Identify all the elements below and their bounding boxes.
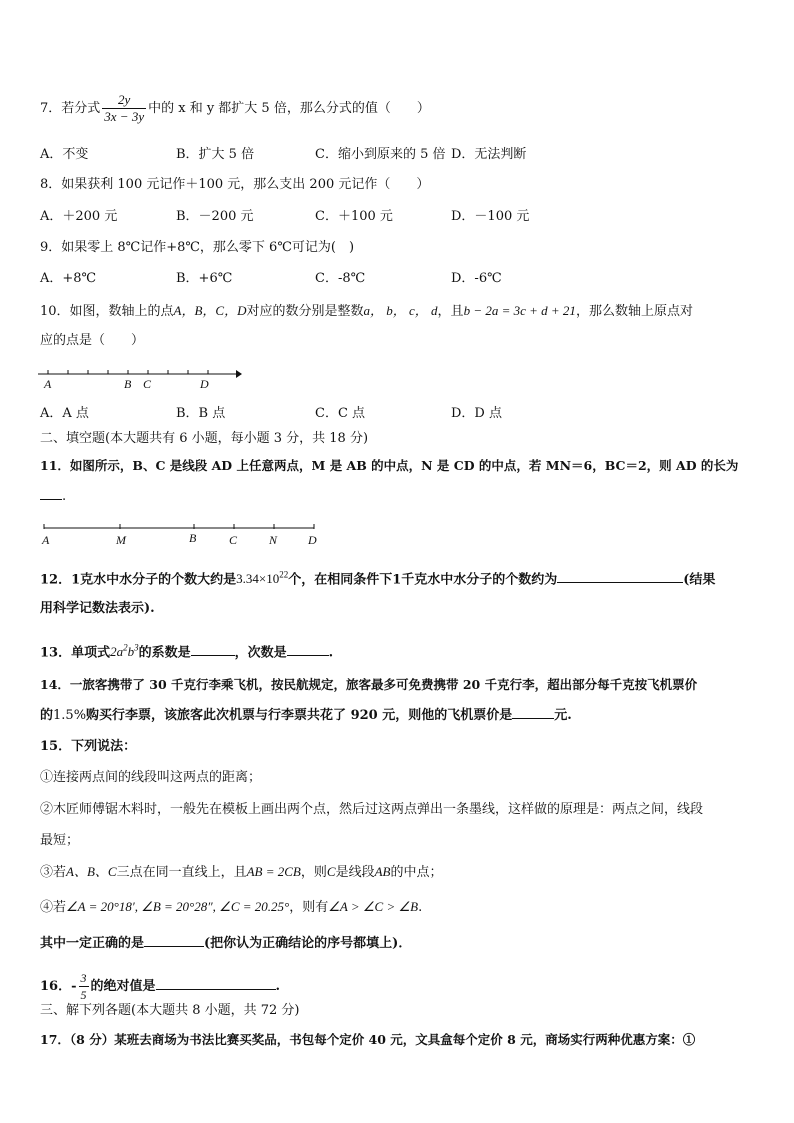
axis-label-c: C [143,377,152,391]
q8-option-c: C．＋100 元 [315,209,393,224]
q13-mono-b-exp: 3 [134,643,139,653]
q10-text-c: ，且 [437,304,464,319]
segment-figure [38,522,328,550]
q15-i3-a: ③若 [40,865,67,880]
q12-prefix: 12．1克水中水分子的个数大约是 [40,572,237,588]
q9-option-b: B．+6℃ [176,271,233,286]
number-line-ticks [48,370,208,374]
question-17 [40,1031,695,1049]
q16-numerator: 3 [80,971,87,985]
q15-item-3 [40,863,442,882]
q13-degree-blank[interactable] [287,643,329,656]
q13-coefficient-blank[interactable] [191,643,235,656]
question-14-line2 [40,706,572,725]
seg-label-n: N [269,533,278,547]
q13-mono-a: 2a [110,644,124,660]
question-7 [40,92,430,125]
q9-option-c: C．-8℃ [315,271,366,286]
question-13 [40,639,333,662]
q13-end: . [328,645,334,661]
q12-sci-base: 3.34×10 [236,571,280,587]
q17-circle-marker: ① [682,1032,696,1047]
q13-prefix: 13．单项式 [40,645,111,661]
q15-i4-inequality: ∠A > ∠C > ∠B [328,899,419,914]
q11-period: . [62,489,67,504]
q14-end: 元. [554,708,572,723]
q12-answer-blank[interactable] [557,570,683,583]
axis-label-d: D [200,377,209,391]
q15-answer-blank[interactable] [144,934,204,947]
q14-answer-blank[interactable] [512,706,554,719]
q15-i3-b: 三点在同一直线上，且 [116,865,247,880]
q7-frac-numerator: 2y [102,92,146,109]
q14-text-b: 购买行李票，该旅客此次机票与行李票共花了 920 元，则他的飞机票价是 [86,708,513,723]
q15-conclusion [40,934,411,953]
number-line-figure [36,364,246,392]
q15-conclusion-a: 其中一定正确的是 [40,936,145,951]
q15-i3-points: A、B、C [66,864,117,879]
q13-mono-a-exp: 2 [123,643,128,653]
q15-i3-point: C [326,864,336,879]
q8-option-d: D．－100 元 [451,209,530,224]
q12-sci-exponent: 22 [279,570,289,580]
q16-answer-blank[interactable] [156,977,276,990]
q10-option-a: A．A 点 [40,406,89,421]
q15-i4-a: ④若 [40,900,67,915]
question-11-line1: 11．如图所示，B、C 是线段 AD 上任意两点，M 是 AB 的中点，N 是 CD 的中点，若 MN＝6，BC＝2，则 AD 的长为 [40,458,739,473]
q15-item-2-line2: 最短； [40,833,80,848]
question-14-line1: 14．一旅客携带了 30 千克行李乘飞机，按民航规定，旅客最多可免费携带 20 千克行李，超出部分每千克按飞机票价 [40,677,698,692]
q10-option-b: B．B 点 [176,406,226,421]
q16-prefix: 16． [40,979,72,994]
q11-answer-blank[interactable] [40,487,62,500]
question-11-line2 [40,487,66,506]
q15-i3-c: ，则 [300,865,327,880]
number-line-arrow [236,370,242,378]
q7-option-c: C．缩小到原来的 5 倍 [315,147,446,162]
axis-label-b: B [124,377,132,391]
q15-i3-e: 的中点； [390,865,443,880]
q8-option-a: A．＋200 元 [40,209,118,224]
q9-option-a: A．+8℃ [40,271,97,286]
q15-item-1: ①连接两点间的线段叫这两点的距离； [40,770,262,785]
seg-label-m: M [116,533,126,547]
q7-option-d: D．无法判断 [451,147,527,162]
q16-sign: - [71,979,77,994]
question-10-line1 [40,302,693,321]
q15-i4-angles: ∠A = 20°18′, ∠B = 20°28″, ∠C = 20.25° [66,899,290,914]
q10-option-d: D．D 点 [451,406,502,421]
q16-end: . [275,979,281,994]
q15-i4-end: . [418,900,423,915]
q10-text-b: 对应的数分别是整数 [246,304,364,319]
q16-fraction [79,970,89,1003]
q9-option-d: D．-6℃ [451,271,502,286]
q15-i3-equation: AB = 2CB [246,864,301,879]
q7-option-a: A．不变 [40,147,89,162]
q13-monomial [110,644,139,659]
seg-label-b: B [189,531,197,545]
q15-item-2-line1: ②木匠师傅锯木料时，一般先在模板上画出两个点，然后过这两点弹出一条墨线，这样做的原理是：两点之间，线段 [40,802,704,817]
question-8: 8．如果获利 100 元记作＋100 元，那么支出 200 元记作（ ） [40,177,430,192]
seg-label-d: D [308,533,317,547]
q7-fraction [102,92,146,125]
q8-option-b: B．－200 元 [176,209,254,224]
q15-i4-b: ，则有 [289,900,329,915]
seg-label-c: C [229,533,238,547]
q14-text-a: 的 [40,708,54,723]
q7-option-b: B．扩大 5 倍 [176,147,255,162]
q12-suffix: (结果 [683,572,716,588]
section-2-heading: 二、填空题(本大题共有 6 小题，每小题 3 分，共 18 分) [40,431,369,446]
q17-text: 17．（8 分）某班去商场为书法比赛买奖品，书包每个定价 40 元，文具盒每个定价 8 元，商场实行两种优惠方案： [40,1032,683,1047]
question-15-title: 15．下列说法： [40,739,137,754]
q16-suffix: 的绝对值是 [90,979,156,994]
q10-option-c: C．C 点 [315,406,366,421]
q15-conclusion-b: (把你认为正确结论的序号都填上)． [204,936,412,951]
question-16 [40,970,280,1003]
q12-sci-notation [236,571,288,586]
question-9: 9．如果零上 8℃记作+8℃，那么零下 6℃可记为( ) [40,240,355,255]
q15-i3-segment: AB [374,864,391,879]
section-3-heading: 三、解下列各题(本大题共 8 小题，共 72 分) [40,1003,300,1018]
q16-denominator: 5 [80,988,87,1002]
q15-item-4 [40,898,422,917]
q7-frac-denominator: 3x − 3y [104,109,145,124]
seg-label-a: A [42,533,50,547]
q15-i3-d: 是线段 [335,865,375,880]
question-12-line2: 用科学记数法表示). [40,601,155,616]
axis-label-a: A [44,377,52,391]
q10-equation: b − 2a = 3c + d + 21 [463,303,576,318]
q7-prefix: 7．若分式 [40,101,101,116]
q7-suffix: 中的 x 和 y 都扩大 5 倍，那么分式的值（ ） [148,101,430,116]
question-12-line1 [40,566,715,589]
q13-mono-b: b [127,644,135,660]
q13-middle: 的系数是 [138,645,191,661]
q10-points: A，B，C，D [173,303,247,318]
q10-text-a: 10．如图，数轴上的点 [40,304,174,319]
q10-vars: a， b， c， d [363,303,438,318]
q13-middle2: ，次数是 [234,645,287,661]
q12-middle: 个，在相同条件下1千克水中水分子的个数约为 [288,572,558,588]
question-10-line2: 应的点是（ ） [40,333,145,348]
q14-rate: 1.5% [53,708,87,723]
q10-text-d: ，那么数轴上原点对 [575,304,693,319]
